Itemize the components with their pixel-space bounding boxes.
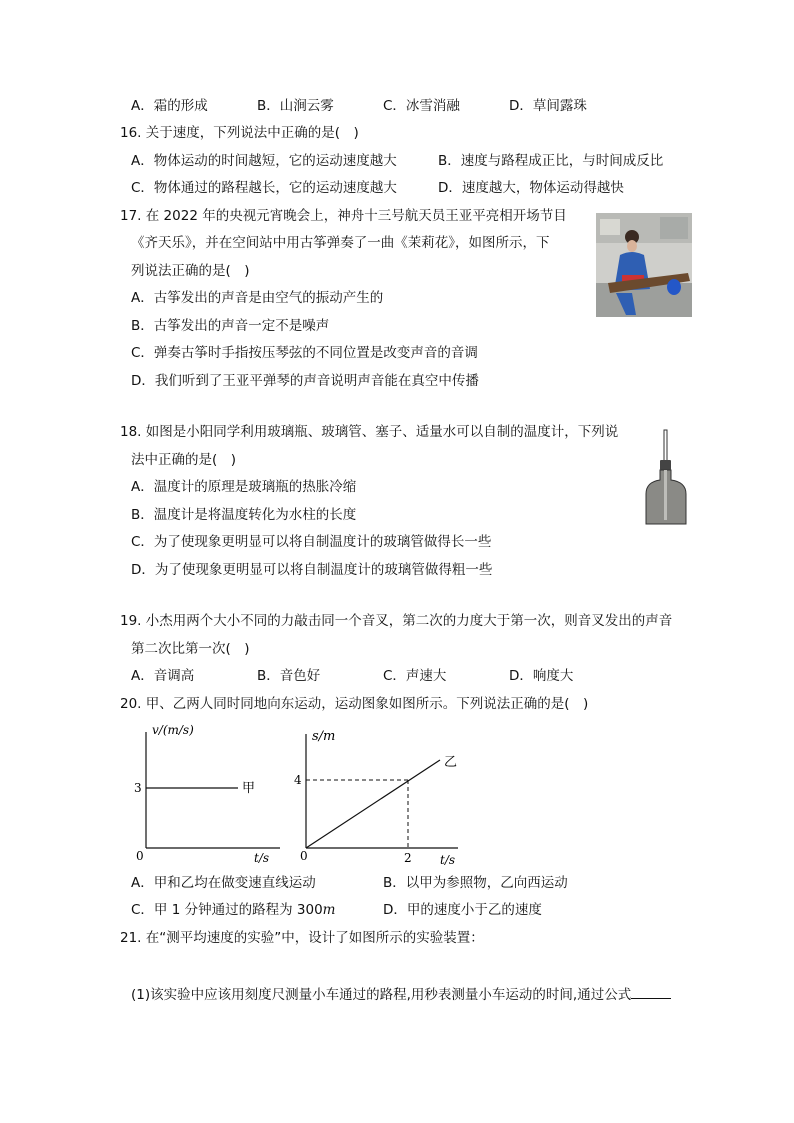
q19-option-a: A．音调高 [131, 668, 195, 684]
q21-stem: 21. 在“测平均速度的实验”中，设计了如图所示的实验装置： [120, 930, 484, 946]
q17-stem-line3: 列说法正确的是( ) [131, 263, 250, 279]
t-tick-2: 2 [404, 851, 412, 865]
q16-option-d: D．速度越大，物体运动得越快 [438, 180, 624, 196]
series-yi-label: 乙 [444, 755, 458, 770]
q17-stem-line1: 17. 在 2022 年的央视元宵晚会上，神舟十三号航天员王亚平亮相开场节目 [120, 208, 567, 224]
q16-option-b: B．速度与路程成正比，与时间成反比 [438, 153, 664, 169]
v-origin: 0 [136, 849, 144, 863]
q17-option-c: C．弹奏古筝时手指按压琴弦的不同位置是改变声音的音调 [131, 345, 478, 361]
q20-stem: 20. 甲、乙两人同时同地向东运动，运动图象如图所示。下列说法正确的是( ) [120, 696, 589, 712]
s-t-axis-label: t/s [440, 853, 456, 867]
astronaut-guzheng-photo [596, 213, 692, 317]
q19-option-d: D．响度大 [509, 668, 574, 684]
v-tick-3: 3 [134, 781, 142, 795]
v-t-axis-label: t/s [254, 851, 270, 865]
q19-option-b: B．音色好 [257, 668, 321, 684]
series-yi-line [306, 760, 440, 848]
q20-option-c: C．甲 1 分钟通过的路程为 300m [131, 902, 336, 918]
answer-blank[interactable] [631, 984, 671, 999]
q21-sub1: (1)该实验中应该用刻度尺测量小车通过的路程,用秒表测量小车运动的时间,通过公式 [131, 984, 671, 1004]
q17-option-d: D．我们听到了王亚平弹琴的声音说明声音能在真空中传播 [131, 373, 479, 389]
q15-option-d: D．草间露珠 [509, 98, 587, 114]
q18-option-a: A．温度计的原理是玻璃瓶的热胀冷缩 [131, 479, 357, 495]
v-t-graph [128, 720, 288, 872]
s-origin: 0 [300, 849, 308, 863]
q16-option-a: A．物体运动的时间越短，它的运动速度越大 [131, 153, 397, 169]
q18-stem-line1: 18. 如图是小阳同学利用玻璃瓶、玻璃管、塞子、适量水可以自制的温度计，下列说 [120, 424, 619, 440]
q16-stem: 16. 关于速度，下列说法中正确的是( ) [120, 125, 359, 141]
v-axis-label: v/(m/s) [152, 723, 194, 737]
q17-option-b: B．古筝发出的声音一定不是噪声 [131, 318, 330, 334]
s-t-graph [292, 722, 472, 874]
q20-option-b: B．以甲为参照物，乙向西运动 [383, 875, 568, 891]
q17-option-a: A．古筝发出的声音是由空气的振动产生的 [131, 290, 384, 306]
s-tick-4: 4 [294, 773, 302, 787]
q15-option-c: C．冰雪消融 [383, 98, 460, 114]
q15-option-a: A．霜的形成 [131, 98, 208, 114]
homemade-thermometer-figure [640, 428, 692, 528]
q20-option-a: A．甲和乙均在做变速直线运动 [131, 875, 316, 891]
q18-option-c: C．为了使现象更明显可以将自制温度计的玻璃管做得长一些 [131, 534, 492, 550]
q20-option-d: D．甲的速度小于乙的速度 [383, 902, 542, 918]
s-axis-label: s/m [312, 729, 336, 744]
q16-option-c: C．物体通过的路程越长，它的运动速度越大 [131, 180, 397, 196]
q19-stem-line2: 第二次比第一次( ) [131, 641, 250, 657]
series-jia-label: 甲 [242, 781, 256, 796]
q19-stem-line1: 19. 小杰用两个大小不同的力敲击同一个音叉，第二次的力度大于第一次，则音叉发出的声音 [120, 613, 673, 629]
q17-stem-line2: 《齐天乐》，并在空间站中用古筝弹奏了一曲《茉莉花》，如图所示，下 [131, 235, 550, 251]
q18-stem-line2: 法中正确的是( ) [131, 452, 237, 468]
q15-option-b: B．山涧云雾 [257, 98, 334, 114]
q18-option-d: D．为了使现象更明显可以将自制温度计的玻璃管做得粗一些 [131, 562, 493, 578]
q19-option-c: C．声速大 [383, 668, 447, 684]
q18-option-b: B．温度计是将温度转化为水柱的长度 [131, 507, 357, 523]
